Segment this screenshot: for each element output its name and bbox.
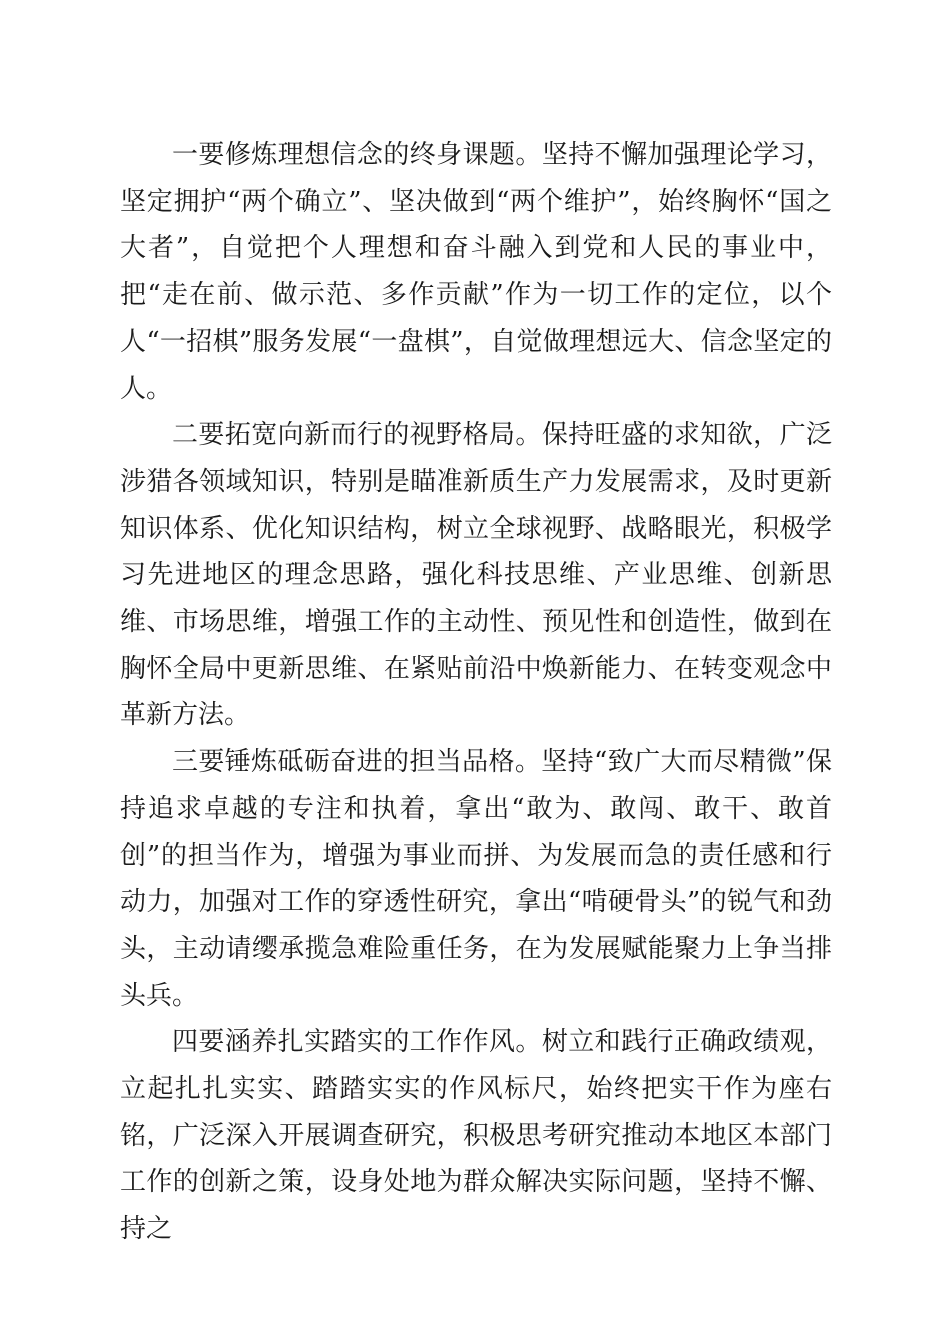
paragraph-vision-pattern: 二要拓宽向新而行的视野格局。保持旺盛的求知欲，广泛涉猎各领域知识，特别是瞄准新质生产力发展需求，及时更新知识体系、优化知识结构，树立全球视野、战略眼光，积极学习先进地区的理念思路，强化科技思维、产业思维、创新思维、市场思维，增强工作的主动性、预见性和创造性，做到在胸怀全局中更新思维、在紧贴前沿中焕新能力、在转变观念中革新方法。 xyxy=(120,420,832,731)
paragraph-work-style: 四要涵养扎实踏实的工作作风。树立和践行正确政绩观，立起扎扎实实、踏踏实实的作风标尺，始终把实干作为座右铭，广泛深入开展调查研究，积极思考研究推动本地区本部门工作的创新之策，设身处地为群众解决实际问题，坚持不懈、持之 xyxy=(120,1027,832,1245)
paragraph-responsibility-character: 三要锤炼砥砺奋进的担当品格。坚持“致广大而尽精微”保持追求卓越的专注和执着，拿出“敢为、敢闯、敢干、敢首创”的担当作为，增强为事业而拼、为发展而急的责任感和行动力，加强对工作的穿透性研究，拿出“啃硬骨头”的锐气和劲头，主动请缨承揽急难险重任务，在为发展赋能聚力上争当排头兵。 xyxy=(120,747,832,1011)
paragraph-ideals-beliefs: 一要修炼理想信念的终身课题。坚持不懈加强理论学习，坚定拥护“两个确立”、坚决做到“两个维护”，始终胸怀“国之大者”，自觉把个人理想和奋斗融入到党和人民的事业中，把“走在前、做示范、多作贡献”作为一切工作的定位，以个人“一招棋”服务发展“一盘棋”，自觉做理想远大、信念坚定的人。 xyxy=(120,140,832,404)
document-body xyxy=(120,132,832,1253)
